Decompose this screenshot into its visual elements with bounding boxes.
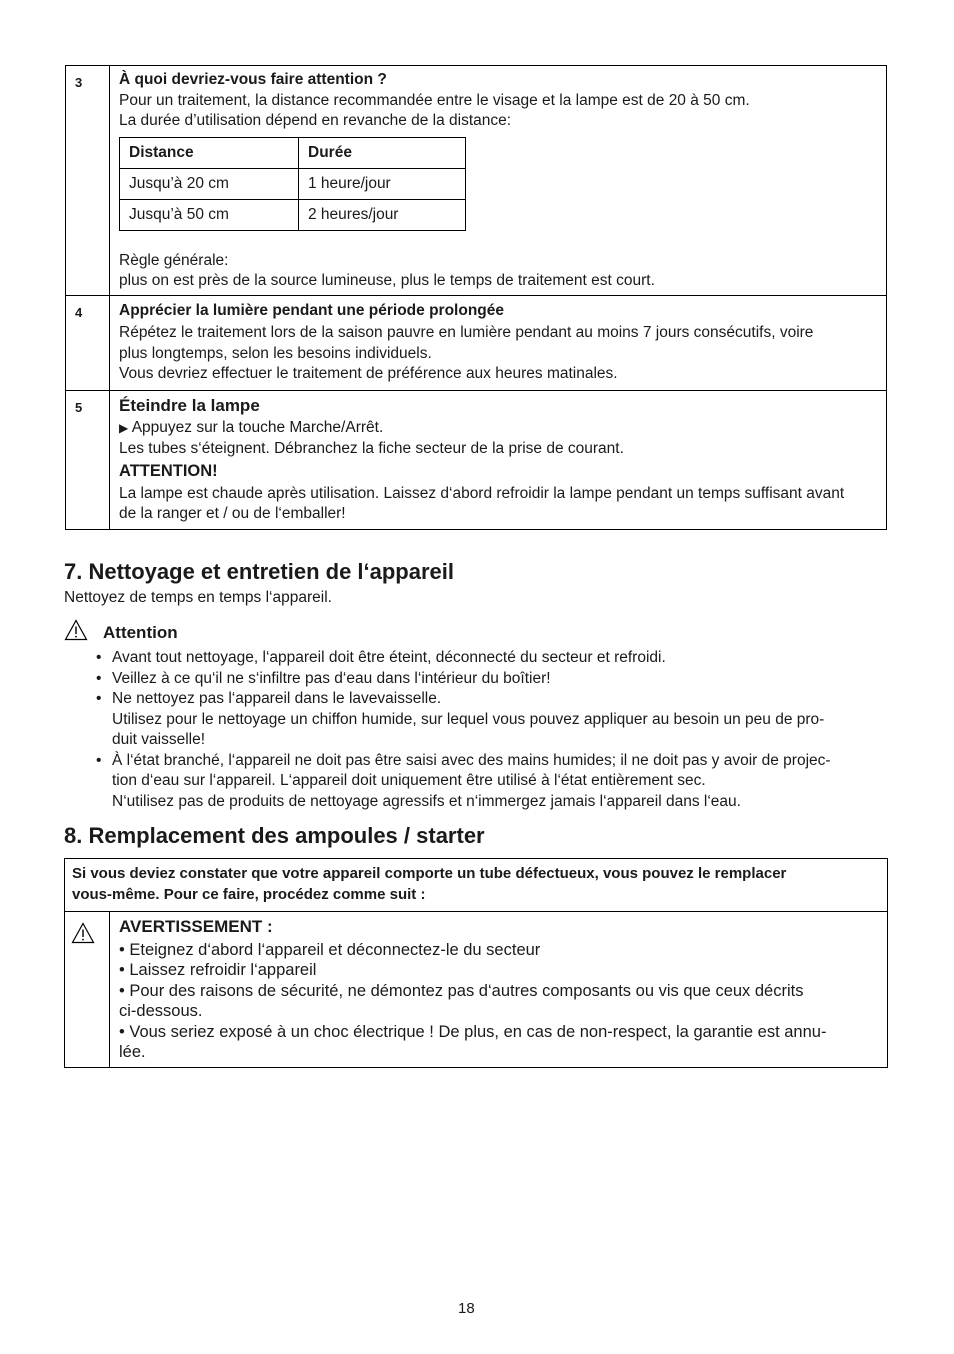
table-row xyxy=(120,168,466,199)
step-text: Les tubes s‘éteignent. Débranchez la fiche secteur de la prise de courant. xyxy=(119,439,624,457)
step-text: Pour un traitement, la distance recommandée entre le visage et la lampe est de 20 à 50 cm. xyxy=(119,91,750,109)
list-item-text: Utilisez pour le nettoyage un chiffon humide, sur lequel vous pouvez appliquer au besoin un peu de pro- xyxy=(112,710,825,728)
list-item-text: N‘utilisez pas de produits de nettoyage agressifs et n‘immergez jamais l‘appareil dans l‘eau. xyxy=(112,792,741,810)
list-item-text: Ne nettoyez pas l‘appareil dans le lavevaisselle. xyxy=(112,690,442,707)
warning-triangle-icon xyxy=(71,922,95,949)
step-text: La lampe est chaude après utilisation. Laissez d‘abord refroidir la lampe pendant un temps suffisant avant xyxy=(119,484,845,502)
attention-row xyxy=(64,619,88,646)
distance-table xyxy=(119,137,466,231)
arrow-right-icon: ▶ xyxy=(119,421,129,435)
list-item-text: Avant tout nettoyage, l‘appareil doit être éteint, déconnecté du secteur et refroidi. xyxy=(112,649,666,666)
attention-label: Attention xyxy=(103,623,178,642)
section-heading: 8. Remplacement des ampoules / starter xyxy=(64,823,485,848)
step-title: Éteindre la lampe xyxy=(119,395,260,415)
warning-text: • Vous seriez exposé à un choc électrique ! De plus, en cas de non-respect, la garantie est annu- xyxy=(119,1022,827,1041)
step-row-4 xyxy=(66,295,887,390)
warning-text: • Laissez refroidir l‘appareil xyxy=(119,961,317,979)
step-content xyxy=(110,66,887,296)
step-text: Appuyez sur la touche Marche/Arrêt. xyxy=(131,419,384,436)
list-item xyxy=(96,689,831,751)
cleaning-bullet-list xyxy=(96,648,831,812)
bullet-icon: • xyxy=(96,690,102,707)
step-text: plus on est près de la source lumineuse, plus le temps de traitement est court. xyxy=(119,272,655,289)
step-number: 4 xyxy=(66,295,110,390)
replacement-box xyxy=(64,858,888,1068)
column-header-distance: Distance xyxy=(120,137,299,168)
step-number: 3 xyxy=(66,66,110,296)
warning-text: • Pour des raisons de sécurité, ne démontez pas d‘autres composants ou vis que ceux décrits xyxy=(119,981,804,1000)
list-item-text: Veillez à ce qu‘il ne s‘infiltre pas d‘eau dans l‘intérieur du boîtier! xyxy=(112,669,551,687)
warning-icon-cell xyxy=(65,912,110,1068)
list-item xyxy=(96,751,831,813)
page-number: 18 xyxy=(458,1300,475,1317)
step-number: 5 xyxy=(66,390,110,529)
step-content xyxy=(110,295,887,390)
table-cell: Jusqu’à 50 cm xyxy=(120,199,299,230)
list-item-text: tion d‘eau sur l‘appareil. L‘appareil doit uniquement être utilisé à l‘état entièrement sec. xyxy=(112,772,706,789)
warning-text: lée. xyxy=(119,1043,146,1061)
step-title: À quoi devriez-vous faire attention ? xyxy=(119,71,387,88)
step-row-5 xyxy=(66,390,887,529)
step-content xyxy=(110,390,887,529)
list-item xyxy=(96,648,831,669)
steps-table xyxy=(65,65,887,530)
step-action xyxy=(119,418,878,439)
box-intro xyxy=(65,859,888,912)
warning-triangle-icon xyxy=(64,619,88,646)
bullet-icon: • xyxy=(96,649,102,666)
attention-label: ATTENTION! xyxy=(119,462,218,480)
bullet-icon: • xyxy=(96,669,102,687)
warning-label: AVERTISSEMENT : xyxy=(119,917,273,936)
step-text: Répétez le traitement lors de la saison pauvre en lumière pendant au moins 7 jours consécutifs, voire xyxy=(119,324,814,341)
box-intro-row xyxy=(65,859,888,912)
table-cell: Jusqu’à 20 cm xyxy=(120,168,299,199)
list-item xyxy=(96,669,831,690)
step-title: Apprécier la lumière pendant une période prolongée xyxy=(119,301,504,319)
section-intro: Nettoyez de temps en temps l‘appareil. xyxy=(64,589,332,606)
warning-text: • Eteignez d‘abord l‘appareil et déconnectez-le du secteur xyxy=(119,940,541,959)
table-cell: 1 heure/jour xyxy=(299,168,466,199)
list-item-text: duit vaisselle! xyxy=(112,731,206,748)
table-row xyxy=(120,199,466,230)
step-text: Vous devriez effectuer le traitement de préférence aux heures matinales. xyxy=(119,365,618,382)
table-cell: 2 heures/jour xyxy=(299,199,466,230)
section-heading: 7. Nettoyage et entretien de l‘appareil xyxy=(64,559,455,584)
step-text: de la ranger et / ou de l‘emballer! xyxy=(119,505,346,522)
box-intro-text: vous-même. Pour ce faire, procédez comme suit : xyxy=(72,885,426,903)
column-header-duration: Durée xyxy=(299,137,466,168)
step-text: Règle générale: xyxy=(119,251,229,269)
list-item-text: À l‘état branché, l‘appareil ne doit pas être saisi avec des mains humides; il ne doit pas y avoir de projec- xyxy=(112,751,831,769)
step-text: La durée d’utilisation dépend en revanche de la distance: xyxy=(119,112,512,129)
warning-content xyxy=(110,912,888,1068)
step-text: plus longtemps, selon les besoins individuels. xyxy=(119,344,432,362)
table-header-row xyxy=(120,137,466,168)
box-intro-text: Si vous deviez constater que votre appareil comporte un tube défectueux, vous pouvez le remplacer xyxy=(72,865,787,882)
bullet-icon: • xyxy=(96,751,102,769)
step-row-3 xyxy=(66,66,887,296)
warning-text: ci-dessous. xyxy=(119,1002,203,1020)
box-warning-row xyxy=(65,912,888,1068)
